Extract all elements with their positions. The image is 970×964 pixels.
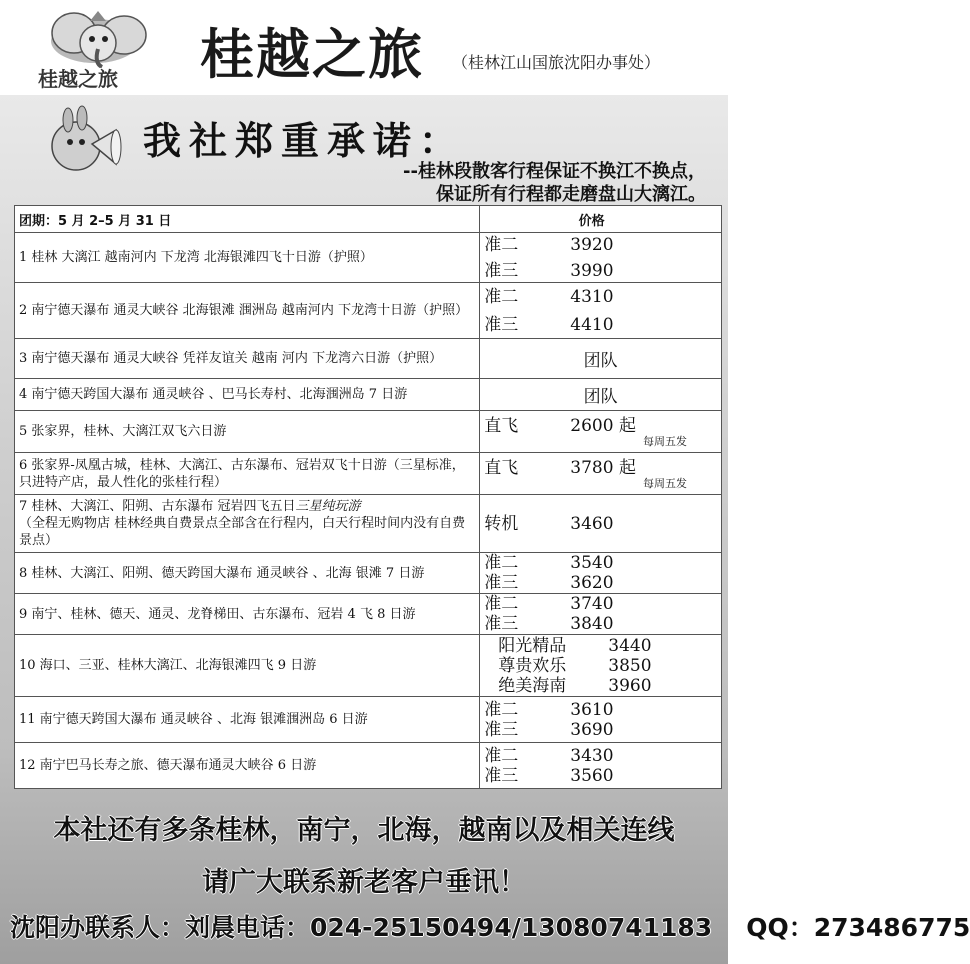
price-value: 3990 bbox=[570, 260, 614, 281]
promise-heading: 我社郑重承诺： bbox=[143, 118, 466, 163]
route-cell: 6 张家界-凤凰古城，桂林、大漓江、古东瀑布、冠岩双飞十日游（三星标准，只进特产店，最人性化的张桂行程） bbox=[15, 453, 480, 495]
price-label: 准三 bbox=[484, 314, 519, 335]
price-cell bbox=[480, 495, 722, 553]
price-value: 3460 bbox=[570, 513, 614, 534]
price-cell bbox=[480, 635, 722, 697]
price-value: 4310 bbox=[570, 286, 614, 307]
price-value: 3850 bbox=[608, 655, 652, 676]
route-emphasis: 三星纯玩游 bbox=[295, 499, 361, 514]
price-label: 尊贵欢乐 bbox=[498, 655, 567, 676]
price-cell bbox=[480, 453, 722, 495]
price-label: 直飞 bbox=[484, 457, 519, 478]
price-value: 3610 bbox=[570, 699, 614, 720]
price-label: 准三 bbox=[484, 719, 519, 740]
price-label: 准二 bbox=[484, 553, 519, 573]
route-cell: 4 南宁德天跨国大瀑布 通灵峡谷 、巴马长寿村、北海涠洲岛 7 日游 bbox=[15, 379, 480, 411]
price-label: 准二 bbox=[484, 699, 519, 720]
table-row bbox=[15, 233, 722, 283]
table-row bbox=[15, 495, 722, 553]
price-value: 3780 起 bbox=[570, 457, 636, 478]
price-label: 准二 bbox=[484, 745, 519, 766]
footer-contact bbox=[10, 908, 970, 944]
table-row bbox=[15, 594, 722, 635]
price-label: 转机 bbox=[484, 513, 519, 534]
route-cell bbox=[15, 495, 480, 553]
footer-call-to-action: 请广大联系新老客户垂讯！ bbox=[202, 867, 526, 898]
promise-line-1: --桂林段散客行程保证不换江不换点， bbox=[403, 161, 706, 182]
table-row bbox=[15, 411, 722, 453]
price-cell bbox=[480, 697, 722, 743]
route-cell: 1 桂林 大漓江 越南河内 下龙湾 北海银滩四飞十日游（护照） bbox=[15, 233, 480, 283]
price-value: 3440 bbox=[608, 635, 652, 656]
price-header: 价格 bbox=[480, 206, 722, 233]
price-cell bbox=[480, 743, 722, 789]
price-label: 直飞 bbox=[484, 415, 519, 436]
route-extra: （全程无购物店 桂林经典自费景点全部含在行程内，白天行程时间内没有自费景点） bbox=[19, 516, 466, 548]
footer-more-routes: 本社还有多条桂林，南宁，北海，越南以及相关连线 bbox=[53, 815, 675, 846]
table-row bbox=[15, 743, 722, 789]
price-cell bbox=[480, 233, 722, 283]
route-cell: 10 海口、三亚、桂林大漓江、北海银滩四飞 9 日游 bbox=[15, 635, 480, 697]
price-label: 准三 bbox=[484, 614, 519, 634]
page-subtitle: （桂林江山国旅沈阳办事处） bbox=[452, 53, 661, 72]
table-row bbox=[15, 553, 722, 594]
qq-number: QQ：273486775 bbox=[746, 913, 970, 942]
route-text: 7 桂林、大漓江、阳朔、古东瀑布 冠岩四飞五日 bbox=[19, 499, 296, 514]
price-cell bbox=[480, 553, 722, 594]
price-value: 2600 起 bbox=[570, 415, 636, 436]
price-value: 3540 bbox=[570, 553, 614, 573]
table-row bbox=[15, 635, 722, 697]
route-cell: 2 南宁德天瀑布 通灵大峡谷 北海银滩 涠洲岛 越南河内 下龙湾十日游（护照） bbox=[15, 283, 480, 339]
date-range-header: 团期：5 月 2–5 月 31 日 bbox=[15, 206, 480, 233]
table-row bbox=[15, 453, 722, 495]
route-cell: 5 张家界，桂林、大漓江双飞六日游 bbox=[15, 411, 480, 453]
price-cell bbox=[480, 594, 722, 635]
table-row bbox=[15, 697, 722, 743]
route-cell: 9 南宁、桂林、德天、通灵、龙脊梯田、古东瀑布、冠岩 4 飞 8 日游 bbox=[15, 594, 480, 635]
route-cell: 11 南宁德天跨国大瀑布 通灵峡谷 、北海 银滩涠洲岛 6 日游 bbox=[15, 697, 480, 743]
table-row bbox=[15, 339, 722, 379]
megaphone-mascot-icon bbox=[46, 108, 126, 176]
price-value: 4410 bbox=[570, 314, 614, 335]
table-row bbox=[15, 379, 722, 411]
price-label: 准二 bbox=[484, 286, 519, 307]
route-cell: 3 南宁德天瀑布 通灵大峡谷 凭祥友谊关 越南 河内 下龙湾六日游（护照） bbox=[15, 339, 480, 379]
price-value: 3840 bbox=[570, 614, 614, 634]
price-label: 阳光精品 bbox=[498, 635, 567, 656]
price-label: 准二 bbox=[484, 594, 519, 614]
price-value: 3960 bbox=[608, 675, 652, 696]
price-cell bbox=[480, 283, 722, 339]
price-label: 绝美海南 bbox=[498, 675, 567, 696]
price-cell bbox=[480, 411, 722, 453]
price-label: 准三 bbox=[484, 260, 519, 281]
price-cell: 团队 bbox=[480, 379, 722, 411]
promise-line-2: 保证所有行程都走磨盘山大漓江。 bbox=[436, 184, 706, 205]
price-label: 准三 bbox=[484, 573, 519, 593]
price-value: 3690 bbox=[570, 719, 614, 740]
price-value: 3740 bbox=[570, 594, 614, 614]
departure-note: 每周五发 bbox=[643, 434, 687, 448]
price-value: 3920 bbox=[570, 234, 614, 255]
price-value: 3430 bbox=[570, 745, 614, 766]
company-logo bbox=[30, 5, 180, 90]
contact-info: 沈阳办联系人：刘晨电话：024-25150494/13080741183 bbox=[10, 913, 713, 942]
route-cell: 12 南宁巴马长寿之旅、德天瀑布通灵大峡谷 6 日游 bbox=[15, 743, 480, 789]
route-cell: 8 桂林、大漓江、阳朔、德天跨国大瀑布 通灵峡谷 、北海 银滩 7 日游 bbox=[15, 553, 480, 594]
departure-note: 每周五发 bbox=[643, 476, 687, 490]
price-label: 准三 bbox=[484, 765, 519, 786]
itinerary-table bbox=[14, 205, 722, 789]
table-row bbox=[15, 283, 722, 339]
logo-text: 桂越之旅 bbox=[38, 67, 118, 91]
price-label: 准二 bbox=[484, 234, 519, 255]
price-value: 3560 bbox=[570, 765, 614, 786]
price-cell: 团队 bbox=[480, 339, 722, 379]
table-header-row bbox=[15, 206, 722, 233]
price-value: 3620 bbox=[570, 573, 614, 593]
page-title: 桂越之旅 bbox=[200, 22, 424, 86]
